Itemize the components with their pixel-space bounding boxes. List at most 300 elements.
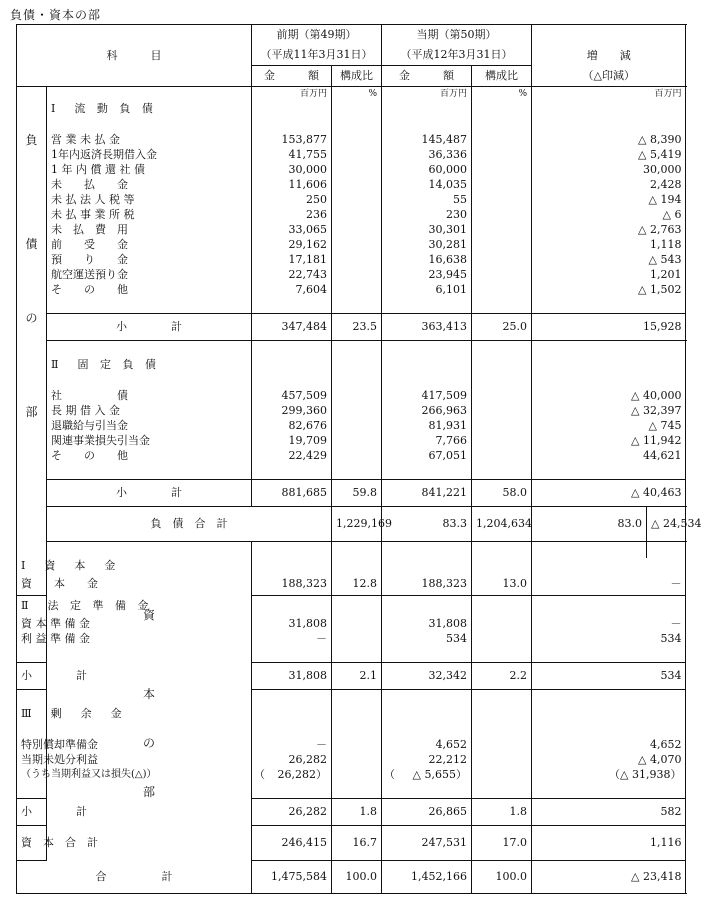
table-cell: （ xyxy=(384,768,395,781)
table-cell xyxy=(382,782,472,799)
table-cell: 部 xyxy=(25,405,38,419)
table-cell: 未 払 金 xyxy=(47,177,252,192)
table-cell xyxy=(472,616,532,631)
table-cell xyxy=(332,267,382,282)
table-cell: △ 11,942 xyxy=(631,434,682,447)
table-cell xyxy=(252,596,332,617)
table-cell: 25.0 xyxy=(472,314,532,341)
table-cell xyxy=(332,646,382,663)
table-cell xyxy=(532,101,686,116)
table-cell: 小 計 xyxy=(47,314,252,341)
table-cell xyxy=(332,372,382,388)
table-cell xyxy=(472,706,532,721)
table-cell xyxy=(532,116,686,132)
curr-ratio-header: 構成比 xyxy=(472,66,532,87)
table-cell xyxy=(472,341,532,358)
table-cell: 26,865 xyxy=(382,799,472,826)
table-cell xyxy=(47,463,252,480)
table-cell xyxy=(532,463,686,480)
table-cell xyxy=(252,372,332,388)
table-cell: △ 32,397 xyxy=(631,404,682,417)
table-cell xyxy=(17,782,47,799)
table-cell: 33,065 xyxy=(252,222,332,237)
table-cell: 22,743 xyxy=(252,267,332,282)
table-cell xyxy=(472,448,532,463)
table-cell xyxy=(332,192,382,207)
table-cell: そ の 他 xyxy=(47,282,252,297)
table-cell: － xyxy=(252,631,332,646)
prev-amount-header: 金 額 xyxy=(252,66,332,87)
table-cell xyxy=(532,782,686,799)
table-cell: 23.5 xyxy=(332,314,382,341)
table-cell xyxy=(252,357,332,372)
capital-heading: Ⅰ 資 本 金 xyxy=(17,558,47,573)
table-cell xyxy=(472,463,532,480)
table-cell: － xyxy=(670,617,682,630)
table-cell xyxy=(382,690,472,707)
table-row xyxy=(17,282,686,297)
table-cell: △ 194 xyxy=(648,193,682,206)
table-cell xyxy=(47,116,252,132)
table-cell xyxy=(332,116,382,132)
table-cell: （△ 31,938） xyxy=(609,768,682,781)
table-cell: 資 本 準 備 金 xyxy=(17,616,47,631)
table-cell xyxy=(472,388,532,403)
table-cell xyxy=(472,237,532,252)
table-cell: 小 計 xyxy=(17,799,47,826)
table-cell xyxy=(332,132,382,147)
current-liabilities-heading: Ⅰ 流 動 負 債 xyxy=(47,101,252,116)
table-row xyxy=(17,357,686,372)
table-cell: 小 計 xyxy=(47,480,252,507)
table-cell: 1,201 xyxy=(650,268,682,281)
table-cell: 1,452,166 xyxy=(382,861,472,894)
table-cell xyxy=(332,252,382,267)
table-cell: 32,342 xyxy=(382,663,472,690)
table-cell xyxy=(252,767,332,782)
table-row xyxy=(17,558,686,573)
table-cell xyxy=(532,558,686,573)
table-cell: 534 xyxy=(382,631,472,646)
table-cell: 26,282 xyxy=(252,752,332,767)
table-cell: 417,509 xyxy=(382,388,472,403)
table-cell xyxy=(332,737,382,752)
table-cell xyxy=(332,596,382,617)
table-cell xyxy=(382,101,472,116)
table-cell: 60,000 xyxy=(382,162,472,177)
table-cell xyxy=(382,558,472,573)
table-cell xyxy=(252,463,332,480)
table-cell: 7,766 xyxy=(382,433,472,448)
table-cell: 百万円 xyxy=(654,89,682,99)
table-cell xyxy=(332,418,382,433)
table-cell xyxy=(472,252,532,267)
table-cell xyxy=(382,767,472,782)
table-cell xyxy=(647,542,686,559)
table-cell: △ 745 xyxy=(648,419,682,432)
table-row xyxy=(17,542,686,559)
curr-period-header: 当期（第50期） xyxy=(382,25,532,46)
table-cell: 250 xyxy=(252,192,332,207)
table-cell: 14,035 xyxy=(382,177,472,192)
table-cell xyxy=(472,192,532,207)
table-cell: 1,204,634 xyxy=(472,507,532,542)
table-cell: 12.8 xyxy=(332,573,382,596)
table-row xyxy=(17,372,686,388)
units-row xyxy=(17,87,686,102)
table-cell: 881,685 xyxy=(252,480,332,507)
table-row xyxy=(17,207,686,222)
table-row xyxy=(17,162,686,177)
header-row-1 xyxy=(17,25,686,46)
table-cell xyxy=(332,782,382,799)
table-cell: 資 xyxy=(142,608,155,622)
table-cell xyxy=(332,558,382,573)
table-cell: 11,606 xyxy=(252,177,332,192)
change-header: 増 減 xyxy=(586,48,631,62)
table-cell: △ 543 xyxy=(648,253,682,266)
table-cell: （ xyxy=(254,768,265,781)
table-cell: 266,963 xyxy=(382,403,472,418)
table-cell xyxy=(332,101,382,116)
table-cell xyxy=(332,237,382,252)
table-cell xyxy=(532,706,686,721)
balance-sheet-table xyxy=(16,24,702,894)
table-cell xyxy=(382,596,472,617)
table-cell: 26,282 xyxy=(252,799,332,826)
table-row xyxy=(17,177,686,192)
table-cell: 13.0 xyxy=(472,573,532,596)
table-cell xyxy=(17,646,47,663)
grand-total-row xyxy=(17,861,686,894)
table-row xyxy=(17,388,686,403)
table-cell xyxy=(332,297,382,314)
table-cell xyxy=(252,690,332,707)
table-cell: 1,116 xyxy=(532,826,686,861)
table-cell xyxy=(472,721,532,737)
table-cell: 本 xyxy=(142,687,155,701)
table-cell xyxy=(332,433,382,448)
table-cell xyxy=(472,177,532,192)
table-cell: 347,484 xyxy=(252,314,332,341)
table-cell xyxy=(472,631,532,646)
table-cell: 小 計 xyxy=(17,663,47,690)
table-cell xyxy=(332,721,382,737)
table-cell: － xyxy=(532,573,686,596)
table-cell: 30,281 xyxy=(382,237,472,252)
table-cell xyxy=(472,782,532,799)
table-cell: 航空運送預り金 xyxy=(47,267,252,282)
table-cell: 67,051 xyxy=(382,448,472,463)
table-cell: 17,181 xyxy=(252,252,332,267)
table-cell xyxy=(472,767,532,782)
table-cell: － xyxy=(252,737,332,752)
table-cell: 長 期 借 入 金 xyxy=(47,403,252,418)
prev-date-header: （平成11年3月31日） xyxy=(252,45,382,66)
table-row xyxy=(17,767,686,782)
table-cell xyxy=(332,341,382,358)
table-cell: △ 23,418 xyxy=(532,861,686,894)
table-row xyxy=(17,297,686,314)
table-cell: 営 業 未 払 金 xyxy=(47,132,252,147)
table-cell xyxy=(47,372,252,388)
table-cell xyxy=(382,646,472,663)
table-cell: 資 本 合 計 xyxy=(17,826,47,861)
table-cell xyxy=(332,767,382,782)
table-cell xyxy=(252,706,332,721)
table-cell: 188,323 xyxy=(382,573,472,596)
table-cell: 534 xyxy=(660,632,682,645)
table-cell xyxy=(332,542,382,559)
table-cell xyxy=(472,147,532,162)
table-cell: △ 4,070 xyxy=(638,753,682,766)
table-cell xyxy=(332,282,382,297)
table-cell xyxy=(532,646,686,663)
table-cell: 41,755 xyxy=(252,147,332,162)
table-cell: 22,429 xyxy=(252,448,332,463)
table-cell xyxy=(472,646,532,663)
table-cell: 22,212 xyxy=(382,752,472,767)
change-note-header: （△印減） xyxy=(532,66,686,87)
table-cell: 合 計 xyxy=(17,861,252,894)
table-cell: 299,360 xyxy=(252,403,332,418)
table-cell: 19,709 xyxy=(252,433,332,448)
table-cell xyxy=(252,101,332,116)
table-cell: 2.1 xyxy=(332,663,382,690)
table-cell xyxy=(472,207,532,222)
table-row xyxy=(17,147,686,162)
table-cell xyxy=(472,418,532,433)
table-cell xyxy=(382,706,472,721)
table-cell: 4,652 xyxy=(650,738,682,751)
table-cell: 534 xyxy=(532,663,686,690)
table-cell xyxy=(472,162,532,177)
table-cell: 100.0 xyxy=(472,861,532,894)
table-cell xyxy=(332,162,382,177)
table-cell: 82,676 xyxy=(252,418,332,433)
table-cell xyxy=(472,222,532,237)
table-cell xyxy=(332,690,382,707)
table-cell xyxy=(332,616,382,631)
table-cell: の xyxy=(142,736,155,750)
table-row xyxy=(17,463,686,480)
table-cell xyxy=(332,177,382,192)
table-cell xyxy=(472,357,532,372)
table-cell: 16,638 xyxy=(382,252,472,267)
table-cell: 2.2 xyxy=(472,663,532,690)
table-cell: 1,475,584 xyxy=(252,861,332,894)
table-cell: 582 xyxy=(532,799,686,826)
table-cell xyxy=(332,147,382,162)
table-cell xyxy=(532,690,686,707)
table-cell xyxy=(472,267,532,282)
table-cell: 83.3 xyxy=(382,507,472,542)
table-cell: 83.0 xyxy=(532,507,647,542)
table-cell xyxy=(252,782,332,799)
table-cell xyxy=(382,542,472,559)
table-cell xyxy=(472,132,532,147)
table-cell xyxy=(252,721,332,737)
table-cell: 15,928 xyxy=(532,314,686,341)
table-cell: 363,413 xyxy=(382,314,472,341)
table-cell: % xyxy=(472,87,532,102)
table-cell xyxy=(472,116,532,132)
table-cell xyxy=(17,690,47,707)
table-cell: 230 xyxy=(382,207,472,222)
table-row xyxy=(17,237,686,252)
table-cell: 債 xyxy=(25,237,38,251)
table-cell: 31,808 xyxy=(252,616,332,631)
table-cell: 31,808 xyxy=(382,616,472,631)
table-cell: 1.8 xyxy=(332,799,382,826)
side-label-liabilities xyxy=(17,87,47,559)
table-cell: 145,487 xyxy=(382,132,472,147)
table-row xyxy=(17,706,686,721)
table-cell xyxy=(472,297,532,314)
table-cell: 153,877 xyxy=(252,132,332,147)
table-cell xyxy=(472,403,532,418)
table-cell xyxy=(532,542,647,559)
table-cell xyxy=(332,207,382,222)
table-cell xyxy=(47,297,252,314)
table-cell: 2,428 xyxy=(650,178,682,191)
table-cell: 100.0 xyxy=(332,861,382,894)
table-cell: △ 2,763 xyxy=(638,223,682,236)
table-cell: △ 8,390 xyxy=(638,133,682,146)
table-cell xyxy=(252,116,332,132)
table-cell: 利 益 準 備 金 xyxy=(17,631,47,646)
table-cell xyxy=(332,357,382,372)
table-cell xyxy=(332,222,382,237)
table-cell: 188,323 xyxy=(252,573,332,596)
prev-ratio-header: 構成比 xyxy=(332,66,382,87)
fixed-liabilities-heading: Ⅱ 固 定 負 債 xyxy=(47,357,252,372)
table-cell: 未 払 法 人 税 等 xyxy=(47,192,252,207)
table-cell: 30,000 xyxy=(252,162,332,177)
liabilities-total-row xyxy=(17,507,686,542)
table-cell: 特別償却準備金 xyxy=(17,737,47,752)
table-cell: 31,808 xyxy=(252,663,332,690)
table-cell: △ 24,534 xyxy=(647,507,686,542)
table-cell: 16.7 xyxy=(332,826,382,861)
table-cell xyxy=(472,282,532,297)
table-cell: 資 本 金 xyxy=(17,573,47,596)
account-header: 科 目 xyxy=(17,25,252,87)
table-cell: 246,415 xyxy=(252,826,332,861)
table-cell: 百万円 xyxy=(382,87,472,102)
table-cell xyxy=(532,357,686,372)
table-cell: 247,531 xyxy=(382,826,472,861)
table-cell xyxy=(332,388,382,403)
table-cell xyxy=(472,737,532,752)
table-cell: 未 払 費 用 xyxy=(47,222,252,237)
table-cell: △ 1,502 xyxy=(638,283,682,296)
table-cell: 7,604 xyxy=(252,282,332,297)
table-cell: そ の 他 xyxy=(47,448,252,463)
table-row xyxy=(17,192,686,207)
table-cell xyxy=(382,721,472,737)
table-cell: 当期未処分利益 xyxy=(17,752,47,767)
table-cell: 1,118 xyxy=(650,238,682,251)
table-cell: 17.0 xyxy=(472,826,532,861)
table-cell: 預 り 金 xyxy=(47,252,252,267)
table-cell xyxy=(47,341,252,358)
table-cell: 30,000 xyxy=(643,163,682,176)
table-cell xyxy=(472,596,532,617)
table-row xyxy=(17,252,686,267)
table-cell: 29,162 xyxy=(252,237,332,252)
table-cell xyxy=(332,463,382,480)
table-cell: 23,945 xyxy=(382,267,472,282)
table-cell xyxy=(332,706,382,721)
table-row xyxy=(17,418,686,433)
table-cell: の xyxy=(25,311,38,325)
table-cell: 236 xyxy=(252,207,332,222)
table-cell xyxy=(382,341,472,358)
table-cell: 1.8 xyxy=(472,799,532,826)
table-cell xyxy=(472,433,532,448)
table-cell: 前 受 金 xyxy=(47,237,252,252)
table-cell xyxy=(532,341,686,358)
curr-amount-header: 金 額 xyxy=(382,66,472,87)
table-cell xyxy=(252,297,332,314)
table-cell: 1 年 内 償 還 社 債 xyxy=(47,162,252,177)
prev-period-header: 前期（第49期） xyxy=(252,25,382,46)
table-cell xyxy=(532,297,686,314)
table-cell xyxy=(332,631,382,646)
table-cell xyxy=(472,558,532,573)
table-cell xyxy=(382,357,472,372)
table-cell xyxy=(382,463,472,480)
page-title: 負債・資本の部 xyxy=(10,8,102,22)
table-cell: △ 6 xyxy=(662,208,682,221)
surplus-heading: Ⅲ 剰 余 金 xyxy=(17,706,47,721)
table-cell xyxy=(472,372,532,388)
table-cell xyxy=(472,101,532,116)
table-cell: △ 5,655） xyxy=(412,768,467,781)
table-cell xyxy=(472,752,532,767)
table-cell xyxy=(472,690,532,707)
table-row xyxy=(17,341,686,358)
table-row xyxy=(17,116,686,132)
table-cell: 30,301 xyxy=(382,222,472,237)
current-subtotal-row xyxy=(17,314,686,341)
table-cell: 未 払 事 業 所 税 xyxy=(47,207,252,222)
table-cell: 44,621 xyxy=(643,449,682,462)
table-row xyxy=(17,433,686,448)
table-cell: △ 40,463 xyxy=(532,480,686,507)
fixed-subtotal-row xyxy=(17,480,686,507)
table-cell: 26,282） xyxy=(277,768,327,781)
table-cell xyxy=(17,721,47,737)
table-cell: 4,652 xyxy=(382,737,472,752)
table-cell: 36,336 xyxy=(382,147,472,162)
table-cell: 部 xyxy=(142,785,155,799)
table-row xyxy=(17,132,686,147)
table-cell: 負 債 合 計 xyxy=(47,507,332,542)
table-row xyxy=(17,101,686,116)
table-cell xyxy=(47,87,252,102)
table-cell: △ 5,419 xyxy=(638,148,682,161)
legal-reserve-heading: Ⅱ 法 定 準 備 金 xyxy=(17,596,47,617)
table-cell: 59.8 xyxy=(332,480,382,507)
table-row xyxy=(17,403,686,418)
table-cell: 百万円 xyxy=(252,87,332,102)
table-cell: （うち当期利益又は損失(△)） xyxy=(17,767,47,782)
table-cell: 関連事業損失引当金 xyxy=(47,433,252,448)
table-cell xyxy=(382,372,472,388)
table-cell xyxy=(472,542,532,559)
